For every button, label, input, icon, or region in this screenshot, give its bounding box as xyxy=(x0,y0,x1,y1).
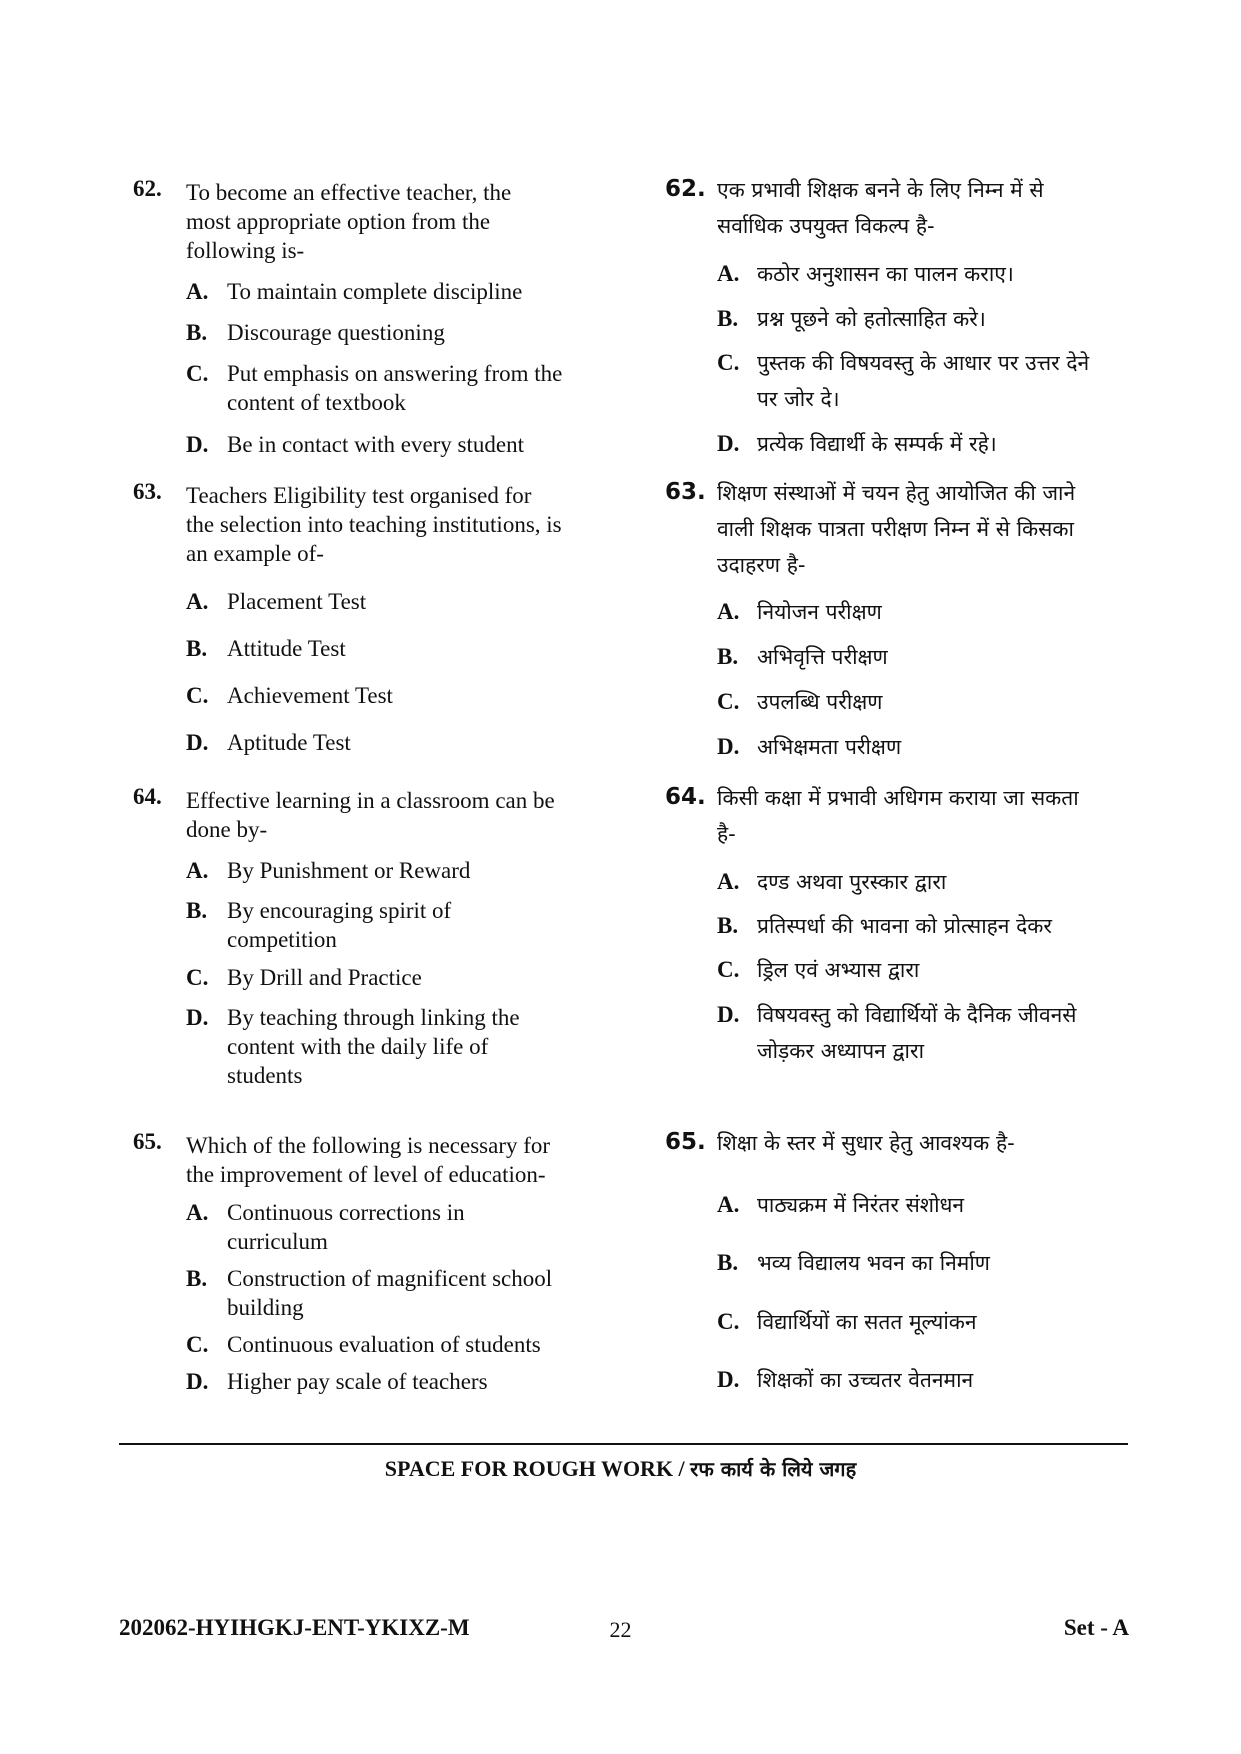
question-number: 64. xyxy=(665,784,706,810)
question-number: 63. xyxy=(665,479,706,505)
question-number: 65. xyxy=(665,1129,706,1155)
rough-work-hindi: रफ कार्य के लिये जगह xyxy=(690,1457,857,1481)
set-label: Set - A xyxy=(1063,1615,1129,1640)
question-number: 63. xyxy=(133,479,162,504)
question-text: एक प्रभावी शिक्षक बनने के लिए निम्न में से सर्वाधिक उपयुक्त विकल्प है- xyxy=(717,178,1044,238)
question-number: 64. xyxy=(133,784,162,809)
page-number: 22 xyxy=(609,1617,632,1642)
question-number: 62. xyxy=(665,176,706,202)
question-text: To become an effective teacher, the most appropriate option from the following is- xyxy=(186,180,512,263)
question-text: Effective learning in a classroom can be done by- xyxy=(186,788,555,842)
question-number: 62. xyxy=(133,176,162,201)
rough-work-english: SPACE FOR ROUGH WORK / xyxy=(384,1456,685,1481)
paper-code: 202062-HYIHGKJ-ENT-YKIXZ-M xyxy=(119,1615,470,1640)
rough-work-heading xyxy=(0,1455,1241,1482)
question-text: किसी कक्षा में प्रभावी अधिगम कराया जा सकता है- xyxy=(717,786,1079,846)
rough-work-divider xyxy=(119,1443,1128,1445)
question-text: शिक्षण संस्थाओं में चयन हेतु आयोजित की जाने वाली शिक्षक पात्रता परीक्षण निम्न में से किसका उदाहरण है- xyxy=(717,481,1076,577)
question-text: Which of the following is necessary for the improvement of level of education- xyxy=(186,1133,551,1187)
question-text: शिक्षा के स्तर में सुधार हेतु आवश्यक है- xyxy=(717,1131,1015,1155)
question-text: Teachers Eligibility test organised for the selection into teaching institutions, is an example of- xyxy=(186,483,562,566)
question-number: 65. xyxy=(133,1129,162,1154)
